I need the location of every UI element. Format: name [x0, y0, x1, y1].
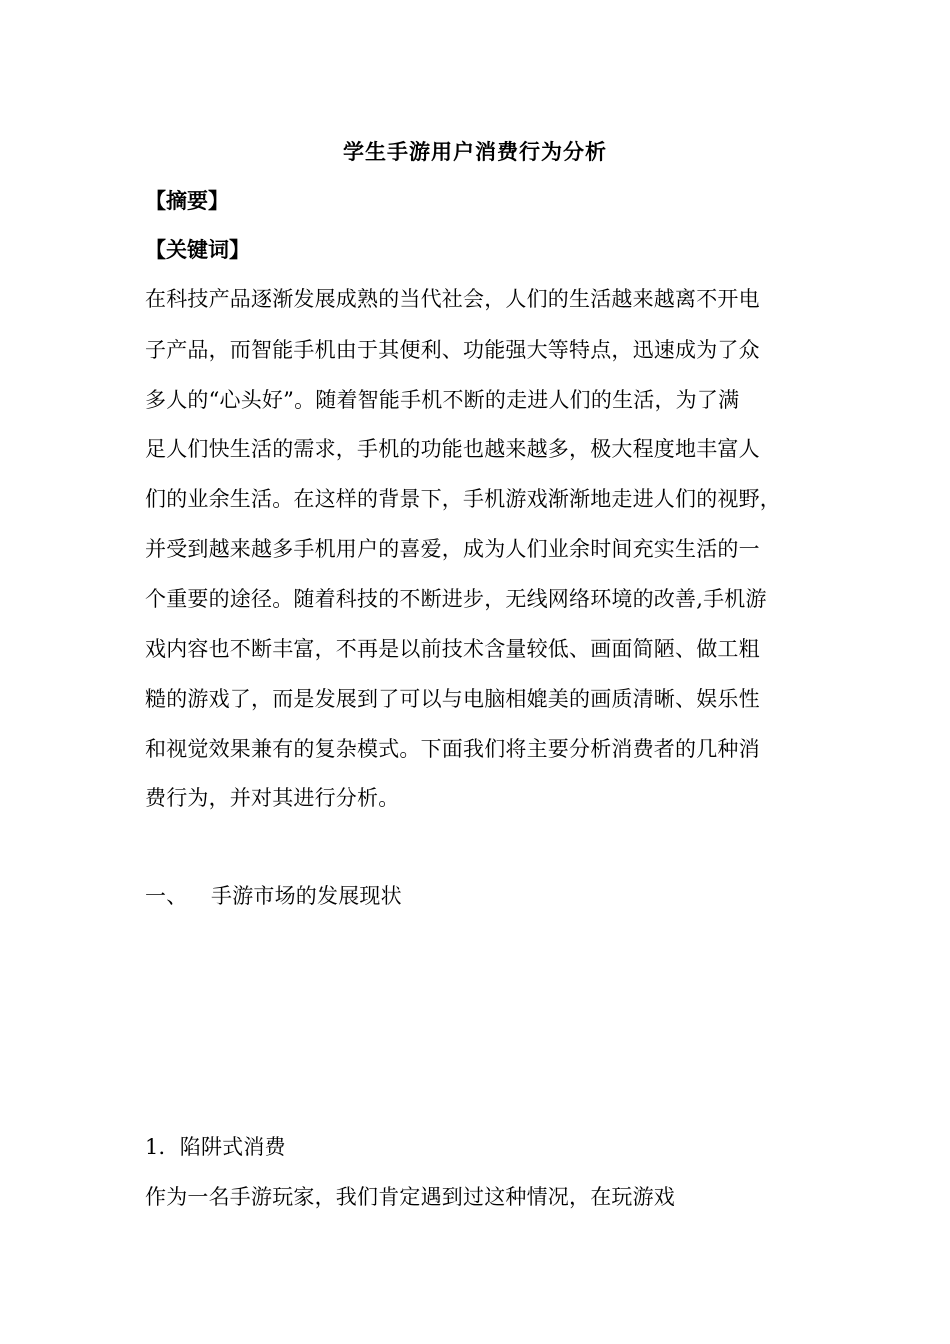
paragraph-line: 们的业余生活。在这样的背景下，手机游戏渐渐地走进人们的视野， [145, 487, 781, 511]
section-one-title: 手游市场的发展现状 [211, 884, 402, 908]
subsection-one-heading: 1．陷阱式消费 [145, 1135, 286, 1159]
section-one-heading [145, 880, 402, 912]
subsection-one-text: 作为一名手游玩家，我们肯定遇到过这种情况，在玩游戏 [145, 1185, 675, 1209]
paragraph-line: 个重要的途径。随着科技的不断进步，无线网络环境的改善,手机游 [145, 587, 767, 611]
paragraph-line: 子产品，而智能手机由于其便利、功能强大等特点，迅速成为了众 [145, 338, 760, 362]
paragraph-line: 糙的游戏了，而是发展到了可以与电脑相媲美的画质清晰、娱乐性 [145, 687, 760, 711]
paragraph-line: 并受到越来越多手机用户的喜爱，成为人们业余时间充实生活的一 [145, 537, 760, 561]
paragraph-line: 费行为，并对其进行分析。 [145, 786, 400, 810]
paragraph-line: 在科技产品逐渐发展成熟的当代社会，人们的生活越来越离不开电 [145, 287, 760, 311]
section-one-number: 一、 [145, 884, 188, 908]
document-title: 学生手游用户消费行为分析 [343, 140, 607, 164]
keywords-heading: 【关键词】 [145, 238, 250, 262]
abstract-heading: 【摘要】 [145, 189, 229, 213]
paragraph-line: 多人的“心头好”。随着智能手机不断的走进人们的生活，为了满 [145, 388, 740, 412]
paragraph-line: 足人们快生活的需求，手机的功能也越来越多，极大程度地丰富人 [145, 437, 760, 461]
paragraph-line: 戏内容也不断丰富，不再是以前技术含量较低、画面简陋、做工粗 [145, 637, 760, 661]
paragraph-line: 和视觉效果兼有的复杂模式。下面我们将主要分析消费者的几种消 [145, 737, 760, 761]
